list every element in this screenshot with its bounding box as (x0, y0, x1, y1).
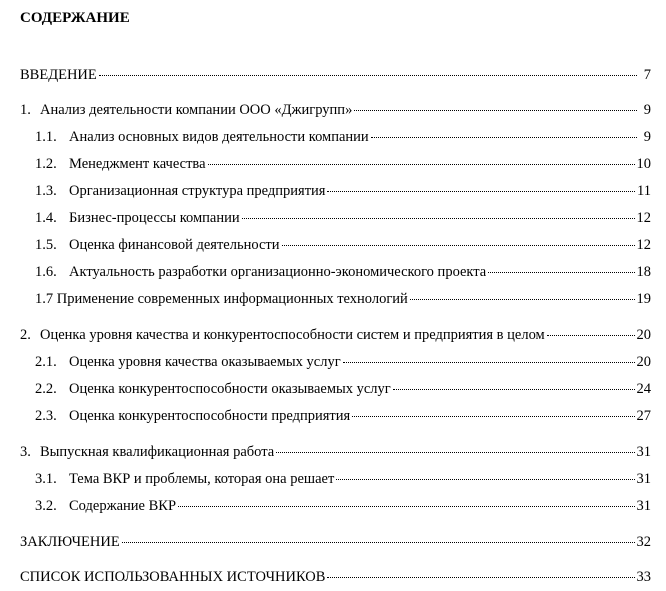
toc-entry-number: 1.4. (35, 210, 57, 226)
leader-dots (547, 335, 635, 336)
toc-entry-label: Актуальность разработки организационно-экономического проекта (69, 264, 487, 280)
toc-entry-number: 2. (20, 327, 31, 343)
toc-entry-page: 9 (643, 129, 651, 145)
leader-dots (354, 110, 637, 111)
toc-entry-number: 1.6. (35, 264, 57, 280)
toc-entry[interactable] (35, 470, 651, 488)
toc-entry-label: Содержание ВКР (69, 498, 177, 514)
toc-entry-page: 10 (636, 156, 651, 172)
toc-entry-label: 1.7 Применение современных информационных технологий (35, 291, 408, 307)
toc-entry-number: 1.3. (35, 183, 57, 199)
toc-entry[interactable] (35, 290, 651, 308)
toc-entry[interactable] (20, 443, 651, 461)
toc-entry-page: 27 (636, 408, 651, 424)
toc-entry-page: 33 (636, 569, 651, 585)
toc-entry-number: 3.2. (35, 498, 57, 514)
toc-entry-label: Анализ основных видов деятельности компании (69, 129, 369, 145)
toc-entry-label: СПИСОК ИСПОЛЬЗОВАННЫХ ИСТОЧНИКОВ (20, 569, 326, 585)
toc-entry-label: Анализ деятельности компании ООО «Джигрупп» (40, 102, 353, 118)
toc-entry-number: 3. (20, 444, 31, 460)
toc-entry-label: Оценка конкурентоспособности оказываемых услуг (69, 381, 391, 397)
toc-entry-page: 32 (636, 534, 651, 550)
leader-dots (410, 299, 635, 300)
toc-entry-page: 18 (636, 264, 651, 280)
toc-entry[interactable] (35, 182, 651, 200)
toc-entry-page: 24 (636, 381, 651, 397)
leader-dots (99, 75, 637, 76)
toc-entry[interactable] (35, 263, 651, 281)
toc-entry-page: 12 (636, 237, 651, 253)
leader-dots (282, 245, 635, 246)
toc-entry-page: 9 (643, 102, 651, 118)
toc-entry[interactable] (35, 380, 651, 398)
leader-dots (178, 506, 634, 507)
toc-entry-page: 20 (636, 327, 651, 343)
toc-entry-page: 31 (636, 498, 651, 514)
toc-entry-number: 3.1. (35, 471, 57, 487)
toc-entry-number: 2.3. (35, 408, 57, 424)
leader-dots (343, 362, 635, 363)
toc-entry-label: Менеджмент качества (69, 156, 206, 172)
toc-entry-page: 31 (636, 444, 651, 460)
leader-dots (352, 416, 634, 417)
toc-entry-label: Бизнес-процессы компании (69, 210, 240, 226)
toc-entry-label: Выпускная квалификационная работа (40, 444, 275, 460)
toc-entry[interactable] (35, 497, 651, 515)
leader-dots (242, 218, 635, 219)
toc-title: СОДЕРЖАНИЕ (20, 10, 130, 26)
leader-dots (488, 272, 634, 273)
toc-entry-label: Оценка финансовой деятельности (69, 237, 280, 253)
toc-entry-page: 20 (636, 354, 651, 370)
leader-dots (122, 542, 635, 543)
toc-entry-label: Оценка уровня качества и конкурентоспособности систем и предприятия в целом (40, 327, 545, 343)
toc-entry-page: 31 (636, 471, 651, 487)
toc-entry-page: 7 (643, 67, 651, 83)
toc-entry[interactable] (20, 101, 651, 119)
toc-entry[interactable] (35, 353, 651, 371)
leader-dots (393, 389, 635, 390)
toc-entry[interactable] (20, 66, 651, 84)
toc-entry-number: 2.1. (35, 354, 57, 370)
leader-dots (327, 191, 635, 192)
toc-entry-label: ВВЕДЕНИЕ (20, 67, 97, 83)
toc-entry[interactable] (35, 209, 651, 227)
toc-entry[interactable] (20, 326, 651, 344)
toc-entry[interactable] (35, 236, 651, 254)
toc-entry[interactable] (35, 407, 651, 425)
toc-entry-label: Оценка уровня качества оказываемых услуг (69, 354, 341, 370)
toc-entry-label: Организационная структура предприятия (69, 183, 326, 199)
leader-dots (327, 577, 634, 578)
toc-entry-page: 19 (636, 291, 651, 307)
toc-entry-number: 1.2. (35, 156, 57, 172)
toc-entry[interactable] (35, 128, 651, 146)
toc-entry[interactable] (35, 155, 651, 173)
toc-entry-number: 1. (20, 102, 31, 118)
toc-entry-label: Тема ВКР и проблемы, которая она решает (69, 471, 335, 487)
leader-dots (336, 479, 634, 480)
toc-entry-label: ЗАКЛЮЧЕНИЕ (20, 534, 120, 550)
toc-entry-number: 1.1. (35, 129, 57, 145)
toc-entry-page: 11 (637, 183, 651, 199)
toc-entry-number: 1.5. (35, 237, 57, 253)
leader-dots (208, 164, 635, 165)
toc-entry-label: Оценка конкурентоспособности предприятия (69, 408, 351, 424)
toc-entry-number: 2.2. (35, 381, 57, 397)
toc-entry-page: 12 (636, 210, 651, 226)
toc-entry[interactable] (20, 568, 651, 586)
toc-entry[interactable] (20, 533, 651, 551)
leader-dots (371, 137, 637, 138)
leader-dots (276, 452, 634, 453)
